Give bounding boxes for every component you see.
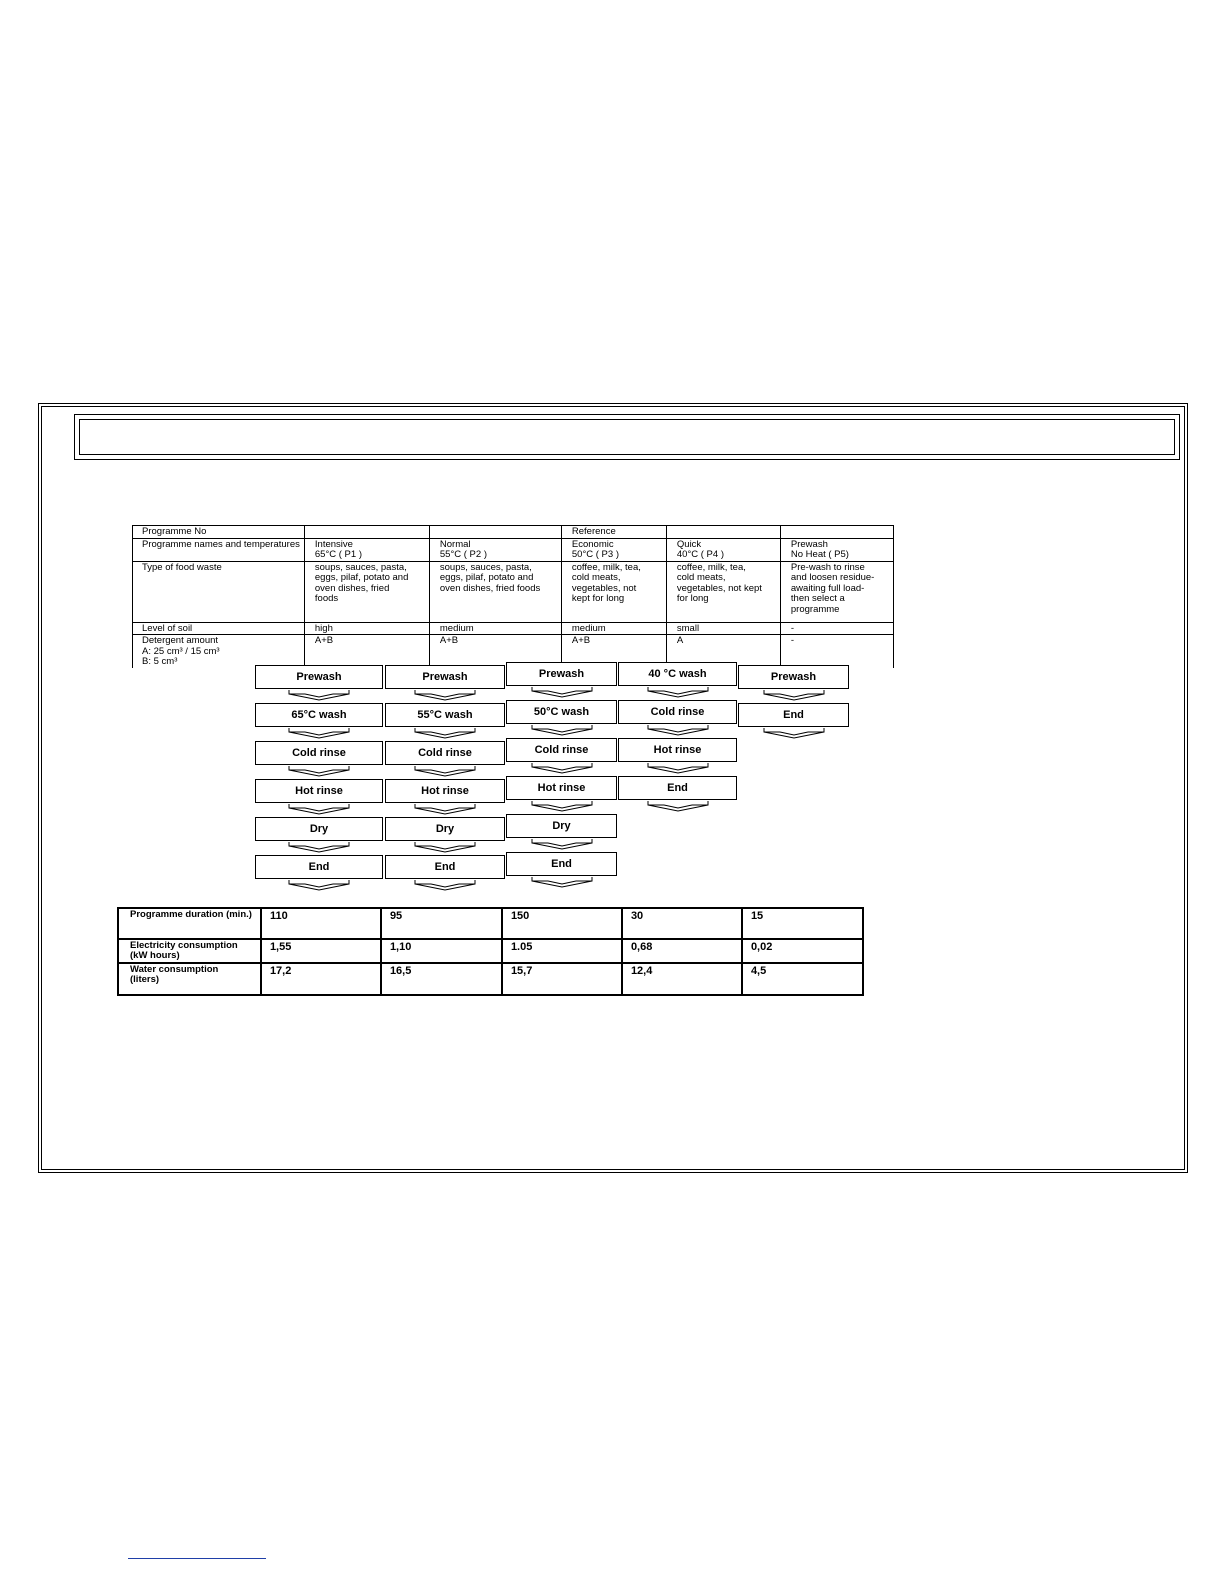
table-cell: Reference bbox=[561, 526, 666, 539]
footnote-separator-line bbox=[128, 1558, 266, 1559]
programme-table bbox=[132, 525, 894, 668]
table-cell: coffee, milk, tea, cold meats, vegetables, not kept for long bbox=[666, 561, 780, 622]
table-cell: 95 bbox=[381, 908, 502, 939]
table-cell: 15 bbox=[742, 908, 863, 939]
table-cell bbox=[429, 526, 561, 539]
table-cell bbox=[780, 526, 893, 539]
row-header-cell: Electricity consumption (kW hours) bbox=[118, 939, 261, 963]
flow-step: End bbox=[255, 855, 383, 879]
flow-arrow-icon bbox=[287, 841, 351, 853]
flow-arrow-icon bbox=[646, 724, 710, 736]
row-header-cell: Programme names and temperatures bbox=[133, 538, 305, 561]
flow-arrow-icon bbox=[287, 803, 351, 815]
flow-step: 65°C wash bbox=[255, 703, 383, 727]
flow-arrow-icon bbox=[287, 879, 351, 891]
table-cell: 110 bbox=[261, 908, 381, 939]
flow-arrow-icon bbox=[646, 686, 710, 698]
table-cell: soups, sauces, pasta, eggs, pilaf, potato and oven dishes, fried foods bbox=[429, 561, 561, 622]
flow-arrow-icon bbox=[530, 762, 594, 774]
flow-step: Prewash bbox=[506, 662, 617, 686]
table-cell: Economic 50°C ( P3 ) bbox=[561, 538, 666, 561]
flow-step: Hot rinse bbox=[618, 738, 737, 762]
flow-step: Cold rinse bbox=[385, 741, 505, 765]
table-cell bbox=[304, 526, 429, 539]
table-cell: 15,7 bbox=[502, 963, 622, 995]
programme-number-row bbox=[133, 526, 894, 539]
row-header-cell: Detergent amount A: 25 cm³ / 15 cm³ B: 5 cm³ bbox=[133, 635, 305, 668]
flow-arrow-icon bbox=[646, 800, 710, 812]
table-cell: medium bbox=[429, 622, 561, 635]
table-cell: high bbox=[304, 622, 429, 635]
table-cell: 12,4 bbox=[622, 963, 742, 995]
table-cell: 17,2 bbox=[261, 963, 381, 995]
flow-step: Dry bbox=[255, 817, 383, 841]
flow-step: Dry bbox=[385, 817, 505, 841]
row-header-cell: Programme No bbox=[133, 526, 305, 539]
flow-arrow-icon bbox=[287, 689, 351, 701]
flow-step: End bbox=[506, 852, 617, 876]
water-consumption-row bbox=[118, 963, 863, 995]
flow-step: Hot rinse bbox=[385, 779, 505, 803]
flow-step: Dry bbox=[506, 814, 617, 838]
flow-arrow-icon bbox=[530, 838, 594, 850]
flow-arrow-icon bbox=[530, 686, 594, 698]
programme-name-row bbox=[133, 538, 894, 561]
flow-step: Cold rinse bbox=[618, 700, 737, 724]
electricity-consumption-row bbox=[118, 939, 863, 963]
table-cell: A+B bbox=[429, 635, 561, 668]
table-cell bbox=[666, 526, 780, 539]
table-cell: 0,02 bbox=[742, 939, 863, 963]
row-header-cell: Level of soil bbox=[133, 622, 305, 635]
table-cell: 1,10 bbox=[381, 939, 502, 963]
flow-arrow-icon bbox=[287, 727, 351, 739]
flow-arrow-icon bbox=[413, 689, 477, 701]
food-waste-row bbox=[133, 561, 894, 622]
table-cell: 0,68 bbox=[622, 939, 742, 963]
flow-step: Hot rinse bbox=[506, 776, 617, 800]
table-cell: soups, sauces, pasta, eggs, pilaf, potato and oven dishes, fried foods bbox=[304, 561, 429, 622]
flow-arrow-icon bbox=[530, 800, 594, 812]
flow-arrow-icon bbox=[530, 876, 594, 888]
flow-arrow-icon bbox=[413, 841, 477, 853]
table-cell: 1.05 bbox=[502, 939, 622, 963]
flow-arrow-icon bbox=[646, 762, 710, 774]
table-cell: Prewash No Heat ( P5) bbox=[780, 538, 893, 561]
row-header-cell: Programme duration (min.) bbox=[118, 908, 261, 939]
table-cell: 4,5 bbox=[742, 963, 863, 995]
flow-step: Prewash bbox=[738, 665, 849, 689]
flow-arrow-icon bbox=[530, 724, 594, 736]
table-cell: coffee, milk, tea, cold meats, vegetables, not kept for long bbox=[561, 561, 666, 622]
table-cell: Normal 55°C ( P2 ) bbox=[429, 538, 561, 561]
table-cell: A+B bbox=[561, 635, 666, 668]
flow-step: Prewash bbox=[255, 665, 383, 689]
table-cell: Intensive 65°C ( P1 ) bbox=[304, 538, 429, 561]
flow-arrow-icon bbox=[413, 727, 477, 739]
table-cell: medium bbox=[561, 622, 666, 635]
flow-step: End bbox=[385, 855, 505, 879]
table-cell: 150 bbox=[502, 908, 622, 939]
flow-step: End bbox=[618, 776, 737, 800]
table-cell: small bbox=[666, 622, 780, 635]
flow-step: Cold rinse bbox=[255, 741, 383, 765]
table-cell: 30 bbox=[622, 908, 742, 939]
flow-arrow-icon bbox=[413, 879, 477, 891]
flow-step: Prewash bbox=[385, 665, 505, 689]
table-cell: - bbox=[780, 635, 893, 668]
programme-duration-row bbox=[118, 908, 863, 939]
flow-arrow-icon bbox=[762, 727, 826, 739]
table-cell: - bbox=[780, 622, 893, 635]
table-cell: A+B bbox=[304, 635, 429, 668]
table-cell: 1,55 bbox=[261, 939, 381, 963]
table-cell: 16,5 bbox=[381, 963, 502, 995]
flow-arrow-icon bbox=[762, 689, 826, 701]
flow-arrow-icon bbox=[287, 765, 351, 777]
table-cell: Quick 40°C ( P4 ) bbox=[666, 538, 780, 561]
flow-arrow-icon bbox=[413, 803, 477, 815]
flow-step: 40 °C wash bbox=[618, 662, 737, 686]
flow-step: Hot rinse bbox=[255, 779, 383, 803]
soil-level-row bbox=[133, 622, 894, 635]
table-cell: Pre-wash to rinse and loosen residue- awaiting full load- then select a programme bbox=[780, 561, 893, 622]
flow-step: 55°C wash bbox=[385, 703, 505, 727]
table-cell: A bbox=[666, 635, 780, 668]
consumption-table bbox=[117, 907, 864, 996]
row-header-cell: Water consumption (liters) bbox=[118, 963, 261, 995]
flow-step: 50°C wash bbox=[506, 700, 617, 724]
flow-step: End bbox=[738, 703, 849, 727]
flow-arrow-icon bbox=[413, 765, 477, 777]
flow-step: Cold rinse bbox=[506, 738, 617, 762]
title-box-inner bbox=[79, 419, 1175, 455]
row-header-cell: Type of food waste bbox=[133, 561, 305, 622]
